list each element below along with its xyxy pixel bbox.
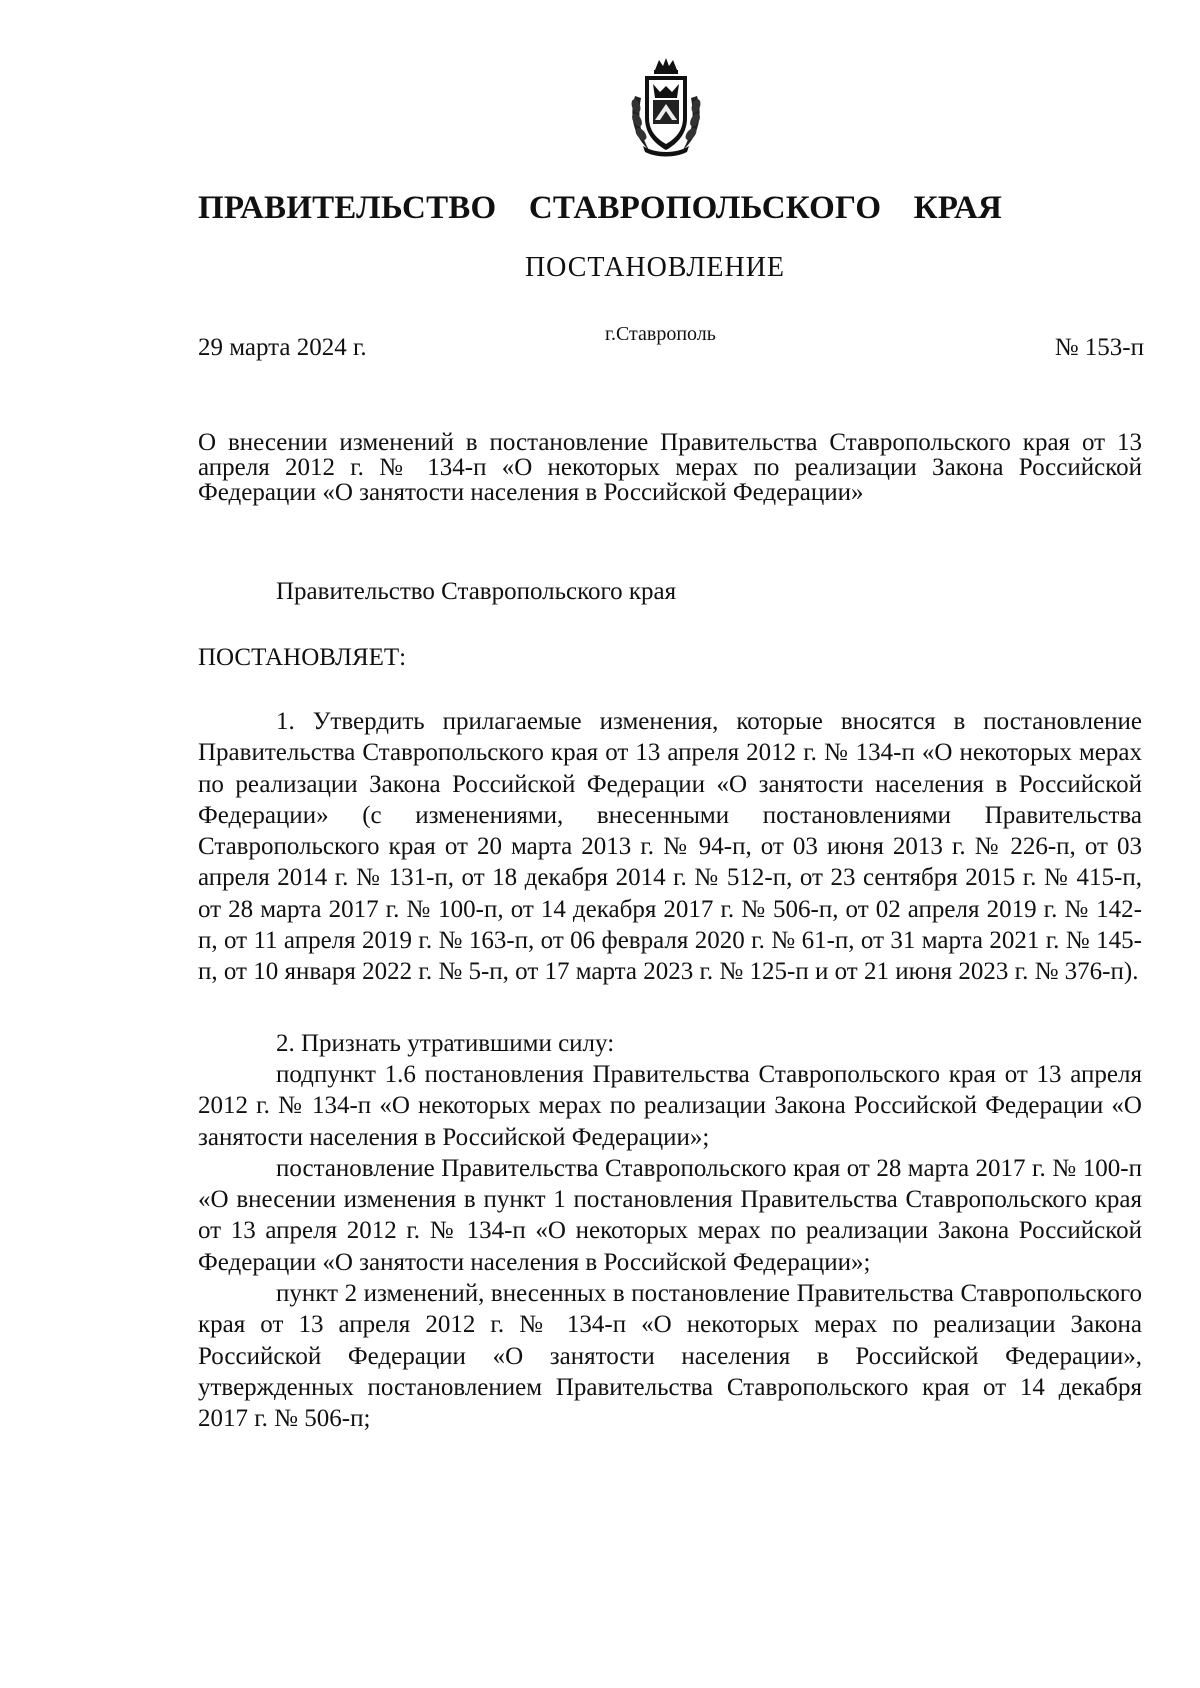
- paragraph-2-item-2: постановление Правительства Ставропольского края от 28 марта 2017 г. № 100-п «О внесении изменения в пункт 1 постановления Правительства Ставропольского края от 13 апреля 2012 г. № 134-п «О некоторых мерах по реализации Закона Российской Федерации «О занятости населения в Российской Федерации»;: [198, 1154, 1142, 1276]
- paragraph-2-item-3: пункт 2 изменений, внесенных в постановление Правительства Ставропольского края от 13 апреля 2012 г. № 134-п «О некоторых мерах по реализации Закона Российской Федерации «О занятости населения в Российской Федерации», утвержденных постановлением Правительства Ставропольского края от 14 декабря 2017 г. № 506-п;: [198, 1280, 1142, 1433]
- issuer-line: Правительство Ставропольского края: [276, 578, 677, 605]
- stavropol-coat-of-arms-icon: [625, 56, 707, 158]
- government-title: ПРАВИТЕЛЬСТВО СТАВРОПОЛЬСКОГО КРАЯ: [197, 190, 1003, 226]
- document-body: [198, 574, 1142, 1435]
- document-subject: О внесении изменений в постановление Правительства Ставропольского края от 13 апреля 2012 г. № 134-п «О некоторых мерах по реализации Закона Российской Федерации «О занятости населения в Российской Федерации»: [198, 429, 1142, 506]
- resolves-heading: ПОСТАНОВЛЯЕТ:: [198, 644, 407, 671]
- document-number: № 153-п: [1054, 334, 1144, 361]
- document-type: ПОСТАНОВЛЕНИЕ: [524, 252, 786, 283]
- document-city: г.Ставрополь: [605, 323, 716, 345]
- paragraph-2-item-1: подпункт 1.6 постановления Правительства Ставропольского края от 13 апреля 2012 г. № 134-п «О некоторых мерах по реализации Закона Российской Федерации «О занятости населения в Российской Федерации»;: [198, 1060, 1142, 1151]
- paragraph-1: 1. Утвердить прилагаемые изменения, которые вносятся в постановление Правительства Ставропольского края от 13 апреля 2012 г. № 134-п «О некоторых мерах по реализации Закона Российской Федерации «О занятости населения в Российской Федерации» (с изменениями, внесенными постановлениями Правительства Ставропольского края от 20 марта 2013 г. № 94-п, от 03 июня 2013 г. № 226-п, от 03 апреля 2014 г. № 131-п, от 18 декабря 2014 г. № 512-п, от 23 сентября 2015 г. № 415-п, от 28 марта 2017 г. № 100-п, от 14 декабря 2017 г. № 506-п, от 02 апреля 2019 г. № 142-п, от 11 апреля 2019 г. № 163-п, от 06 февраля 2020 г. № 61-п, от 31 марта 2021 г. № 145-п, от 10 января 2022 г. № 5-п, от 17 марта 2023 г. № 125-п и от 21 июня 2023 г. № 376-п).: [198, 708, 1142, 986]
- document-date: 29 марта 2024 г.: [198, 334, 367, 361]
- paragraph-2: 2. Признать утратившими силу:: [276, 1029, 615, 1057]
